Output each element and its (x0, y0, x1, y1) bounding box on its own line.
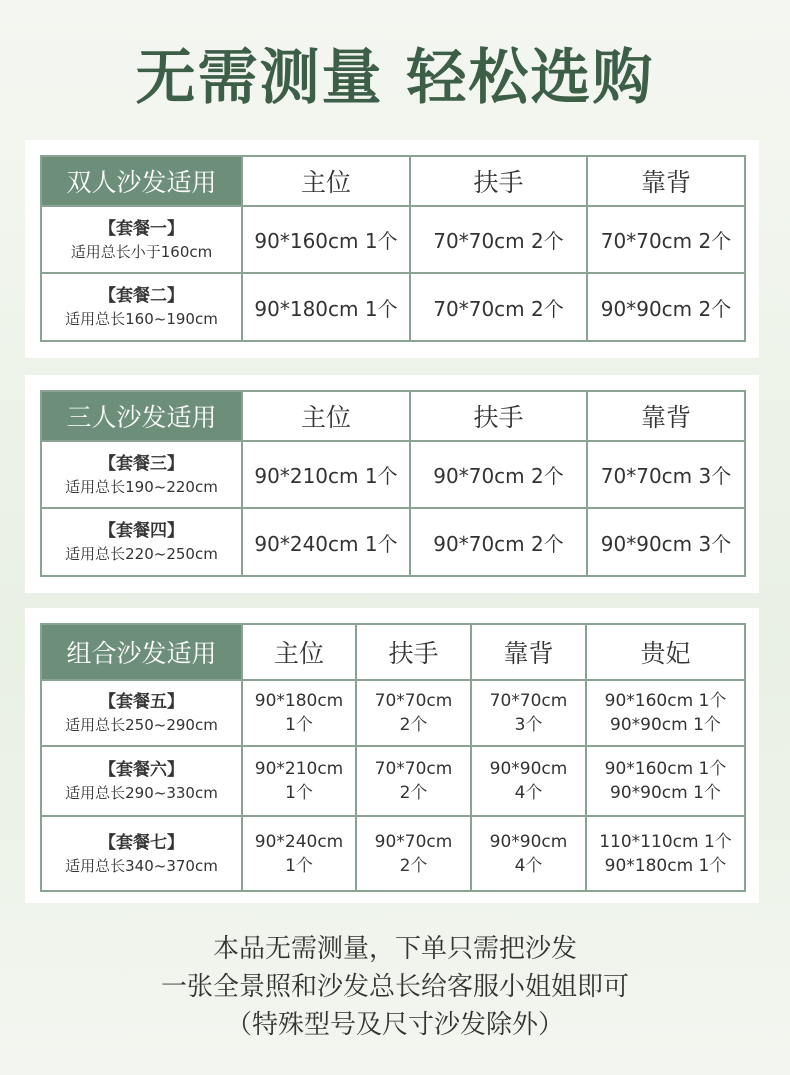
value-qty: 2个 (399, 783, 428, 803)
package-cell (41, 680, 242, 746)
table-panel-two-seat (25, 140, 759, 358)
value-size: 70*70cm (374, 691, 453, 711)
footer-note-line-1: 本品无需测量，下单只需把沙发 (212, 934, 577, 964)
value-cell: 90*90cm 3个 (587, 508, 745, 576)
value-cell (586, 680, 745, 746)
size-table-three-seat (40, 390, 746, 577)
package-name: 【套餐五】 (99, 692, 184, 712)
package-name: 【套餐六】 (99, 760, 184, 780)
package-note: 适用总长190~220cm (65, 477, 218, 496)
table-header-label: 组合沙发适用 (41, 624, 242, 680)
value-qty: 4个 (514, 783, 543, 803)
column-header-main-seat: 主位 (242, 156, 410, 206)
column-header-armrest: 扶手 (410, 391, 587, 441)
value-size: 90*180cm (254, 691, 344, 711)
package-name: 【套餐三】 (99, 453, 184, 474)
table-row (41, 441, 745, 508)
value-cell: 70*70cm 2个 (587, 206, 745, 273)
value-cell (242, 746, 356, 816)
value-size: 90*90cm (489, 831, 568, 852)
value-cell (586, 746, 745, 816)
value-qty: 2个 (399, 855, 428, 876)
column-header-main-seat: 主位 (242, 624, 356, 680)
value-cell: 70*70cm 3个 (587, 441, 745, 508)
value-cell (356, 680, 471, 746)
package-cell (41, 441, 242, 508)
package-note: 适用总长160~190cm (65, 310, 218, 328)
value-line: 90*160cm 1个 (604, 759, 727, 779)
value-qty: 2个 (399, 715, 428, 735)
column-header-armrest: 扶手 (356, 624, 471, 680)
value-size: 90*70cm (374, 831, 453, 852)
value-cell (471, 816, 586, 891)
table-row (41, 508, 745, 576)
package-note: 适用总长290~330cm (65, 784, 218, 802)
value-cell: 70*70cm 2个 (410, 206, 587, 273)
value-cell: 90*210cm 1个 (242, 441, 410, 508)
table-row (41, 206, 745, 273)
table-panel-sectional (25, 608, 759, 903)
value-qty: 3个 (514, 715, 543, 735)
value-qty: 4个 (514, 855, 543, 876)
table-panel-three-seat (25, 375, 759, 593)
value-cell (242, 680, 356, 746)
value-cell (356, 816, 471, 891)
value-qty: 1个 (285, 783, 313, 803)
package-name: 【套餐四】 (99, 521, 184, 541)
value-cell: 90*90cm 2个 (587, 273, 745, 341)
value-cell: 90*160cm 1个 (242, 206, 410, 273)
value-size: 70*70cm (489, 691, 568, 711)
column-header-backrest: 靠背 (587, 156, 745, 206)
column-header-chaise: 贵妃 (586, 624, 745, 680)
value-line: 90*90cm 1个 (610, 715, 721, 735)
package-name: 【套餐一】 (99, 218, 184, 239)
value-cell: 90*180cm 1个 (242, 273, 410, 341)
package-name: 【套餐二】 (99, 286, 184, 306)
column-header-main-seat: 主位 (242, 391, 410, 441)
value-line: 110*110cm 1个 (599, 831, 732, 852)
value-size: 90*90cm (489, 759, 568, 779)
table-row (41, 816, 745, 891)
value-cell: 70*70cm 2个 (410, 273, 587, 341)
table-row (41, 746, 745, 816)
value-line: 90*90cm 1个 (610, 783, 721, 803)
package-note: 适用总长340~370cm (65, 856, 218, 875)
value-line: 90*160cm 1个 (604, 691, 727, 711)
value-size: 90*240cm (254, 831, 344, 852)
package-cell (41, 273, 242, 341)
value-cell (471, 746, 586, 816)
column-header-backrest: 靠背 (471, 624, 586, 680)
footer-note-line-2: 一张全景照和沙发总长给客服小姐姐即可 (160, 972, 629, 1002)
value-line: 90*180cm 1个 (604, 855, 727, 876)
package-cell (41, 206, 242, 273)
package-note: 适用总长250~290cm (65, 716, 218, 734)
value-qty: 1个 (285, 715, 313, 735)
value-qty: 1个 (285, 855, 313, 876)
table-header-label: 三人沙发适用 (41, 391, 242, 441)
package-cell (41, 816, 242, 891)
value-size: 90*210cm (254, 759, 344, 779)
value-cell (471, 680, 586, 746)
value-cell: 90*70cm 2个 (410, 508, 587, 576)
page-title: 无需测量 轻松选购 (135, 43, 655, 113)
value-cell (356, 746, 471, 816)
column-header-backrest: 靠背 (587, 391, 745, 441)
package-note: 适用总长小于160cm (70, 242, 213, 261)
table-header-label: 双人沙发适用 (41, 156, 242, 206)
table-row (41, 680, 745, 746)
value-cell (242, 816, 356, 891)
value-cell: 90*240cm 1个 (242, 508, 410, 576)
value-cell: 90*70cm 2个 (410, 441, 587, 508)
column-header-armrest: 扶手 (410, 156, 587, 206)
table-row (41, 273, 745, 341)
footer-note-line-3: （特殊型号及尺寸沙发除外） (225, 1010, 564, 1040)
value-cell (586, 816, 745, 891)
package-cell (41, 508, 242, 576)
package-name: 【套餐七】 (99, 832, 184, 853)
value-size: 70*70cm (374, 759, 453, 779)
package-cell (41, 746, 242, 816)
package-note: 适用总长220~250cm (65, 545, 218, 563)
size-table-sectional (40, 623, 746, 892)
size-table-two-seat (40, 155, 746, 342)
